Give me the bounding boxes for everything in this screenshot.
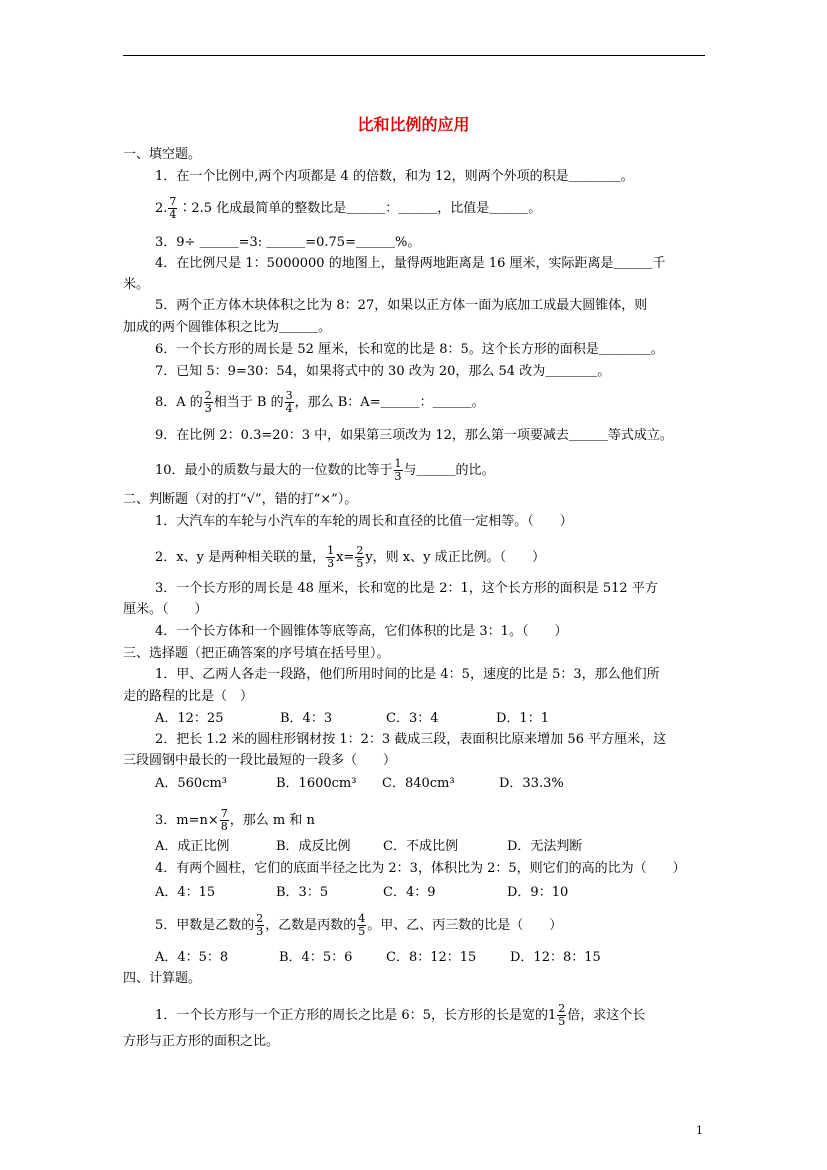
option: C．8：12：15 bbox=[386, 950, 477, 965]
fraction: $\frac{3}{4}$ bbox=[285, 389, 293, 415]
fill-q1: 1．在一个比例中,两个内项都是 4 的倍数，和为 12，则两个外项的积是＿＿＿＿。 bbox=[155, 169, 634, 184]
option: D．33.3% bbox=[499, 776, 564, 791]
option: B．1600cm³ bbox=[276, 776, 357, 791]
section-calc-heading: 四、计算题。 bbox=[123, 971, 202, 986]
fraction: $\frac{7}{4}$ bbox=[169, 195, 177, 221]
fill-q3: 3．9÷ ＿＿＿=3: ＿＿＿=0.75=＿＿＿%。 bbox=[155, 235, 421, 250]
option: B．4：3 bbox=[280, 711, 333, 726]
fill-q5-line2: 加成的两个圆锥体积之比为＿＿＿。 bbox=[123, 320, 332, 335]
option: C．840cm³ bbox=[382, 776, 455, 791]
fraction: $\frac{2}{5}$ bbox=[356, 544, 364, 570]
page-number: 1 bbox=[696, 1124, 703, 1137]
fill-q7: 7．已知 5：9=30：54，如果将式中的 30 改为 20，那么 54 改为＿＿＿＿。 bbox=[155, 364, 611, 379]
option: A．4：15 bbox=[155, 885, 216, 900]
fraction: $\frac{7}{8}$ bbox=[220, 807, 228, 833]
choice-q1-options bbox=[155, 710, 549, 728]
fill-q4-line1: 4．在比例尺是 1：5000000 的地图上，量得两地距离是 16 厘米，实际距离是＿＿＿千 bbox=[155, 256, 666, 271]
fraction: $\frac{2}{3}$ bbox=[256, 912, 264, 938]
mixed-number: 1 $\frac{2}{5}$ bbox=[547, 1002, 566, 1028]
section-fill-heading: 一、填空题。 bbox=[123, 147, 202, 162]
option: B．成反比例 bbox=[276, 839, 351, 854]
option: A．4：5：8 bbox=[155, 950, 229, 965]
choice-q1-line1: 1．甲、乙两人各走一段路，他们所用时间的比是 4：5，速度的比是 5：3，那么他们所 bbox=[155, 667, 660, 682]
option: A．560cm³ bbox=[155, 776, 228, 791]
fill-q10: 10．最小的质数与最大的一位数的比等于 $\frac{1}{3}$ 与＿＿＿的比。 bbox=[155, 457, 495, 483]
choice-q2-line2: 三段圆钢中最长的一段比最短的一段多（ ） bbox=[123, 753, 397, 768]
choice-q3: 3．m=n× $\frac{7}{8}$ ，那么 m 和 n bbox=[155, 807, 315, 833]
option: A．12：25 bbox=[155, 711, 224, 726]
page-title: 比和比例的应用 bbox=[357, 115, 470, 134]
option: C．不成比例 bbox=[383, 839, 458, 854]
judge-q3-line2: 厘米。（ ） bbox=[123, 602, 208, 617]
judge-q1: 1．大汽车的车轮与小汽车的车轮的周长和直径的比值一定相等。（ ） bbox=[155, 514, 573, 529]
choice-q2-line1: 2．把长 1.2 米的圆柱形钢材按 1：2：3 截成三段，表面积比原来增加 56 平方厘米，这 bbox=[155, 732, 667, 747]
choice-q1-line2: 走的路程的比是（ ） bbox=[123, 689, 254, 704]
choice-q3-options bbox=[155, 838, 582, 856]
calc-q1-line2: 方形与正方形的面积之比。 bbox=[123, 1034, 280, 1049]
choice-q4: 4．有两个圆柱，它们的底面半径之比为 2：3，体积比为 2：5，则它们的高的比为（ ） bbox=[155, 861, 686, 876]
option: A．成正比例 bbox=[155, 839, 230, 854]
fraction: $\frac{2}{5}$ bbox=[558, 1002, 566, 1028]
choice-q2-options bbox=[155, 775, 564, 793]
judge-q2: 2．x、y 是两种相关联的量， $\frac{1}{3}$ x= $\frac{2}{5}$ y，则 x、y 成正比例。（ ） bbox=[155, 544, 546, 570]
fraction: $\frac{1}{3}$ bbox=[394, 457, 402, 483]
fill-q8: 8．A 的 $\frac{2}{3}$ 相当于 B 的 $\frac{3}{4}$ ，那么 B：A=＿＿＿：＿＿＿。 bbox=[155, 389, 485, 415]
option: D．9：10 bbox=[507, 885, 569, 900]
option: B．4：5：6 bbox=[279, 950, 353, 965]
option: D．无法判断 bbox=[507, 839, 583, 854]
fill-q6: 6．一个长方形的周长是 52 厘米，长和宽的比是 8：5。这个长方形的面积是＿＿＿＿。 bbox=[155, 342, 664, 357]
fill-q4-line2: 米。 bbox=[123, 277, 150, 292]
fraction: $\frac{1}{3}$ bbox=[327, 544, 335, 570]
option: B．3：5 bbox=[276, 885, 329, 900]
header-rule bbox=[123, 55, 705, 56]
option: C．3：4 bbox=[386, 711, 439, 726]
fraction: $\frac{4}{5}$ bbox=[358, 912, 366, 938]
fraction: $\frac{2}{3}$ bbox=[204, 389, 212, 415]
section-judge-heading: 二、判断题（对的打“√”，错的打“×”）。 bbox=[123, 492, 358, 507]
choice-q4-options bbox=[155, 884, 568, 902]
fill-q5-line1: 5．两个正方体木块体积之比为 8：27，如果以正方体一面为底加工成最大圆锥体，则 bbox=[155, 298, 648, 313]
option: D．12：8：15 bbox=[510, 950, 601, 965]
choice-q5: 5．甲数是乙数的 $\frac{2}{3}$ ，乙数是丙数的 $\frac{4}{5}$ 。甲、乙、丙三数的比是（ ） bbox=[155, 912, 563, 938]
option: C．4：9 bbox=[383, 885, 436, 900]
judge-q3-line1: 3．一个长方形的周长是 48 厘米，长和宽的比是 2：1，这个长方形的面积是 512 平方 bbox=[155, 581, 658, 596]
fill-q2: 2. $\frac{7}{4}$ ∶2.5 化成最简单的整数比是＿＿＿：＿＿＿，比值是＿＿＿。 bbox=[155, 195, 542, 221]
fill-q9: 9．在比例 2：0.3=20：3 中，如果第三项改为 12，那么第一项要减去＿＿＿等式成立。 bbox=[155, 428, 673, 443]
option: D．1：1 bbox=[496, 711, 549, 726]
choice-q5-options bbox=[155, 949, 601, 967]
judge-q4: 4．一个长方体和一个圆锥体等底等高，它们体积的比是 3：1。（ ） bbox=[155, 624, 568, 639]
section-choice-heading: 三、选择题（把正确答案的序号填在括号里）。 bbox=[123, 646, 390, 661]
calc-q1-line1: 1．一个长方形与一个正方形的周长之比是 6：5，长方形的长是宽的1 $\frac{2}{5}$ 倍，求这个长 bbox=[155, 1002, 646, 1028]
